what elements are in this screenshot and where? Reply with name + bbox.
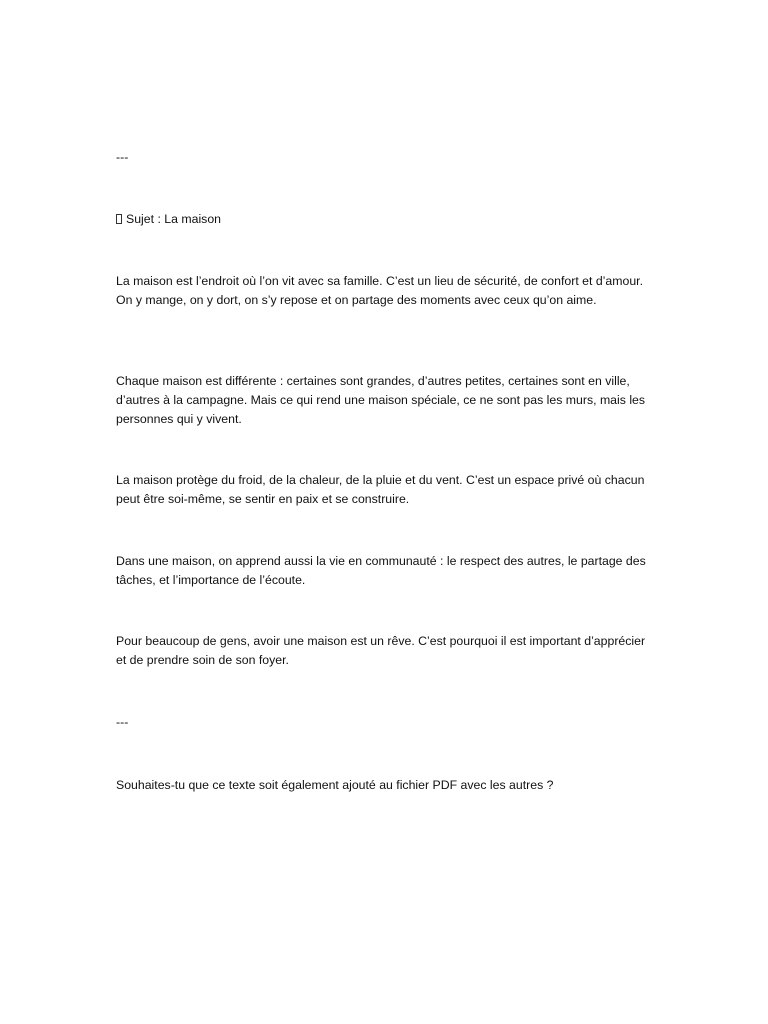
- missing-glyph-icon: [116, 214, 122, 224]
- paragraph-4: Dans une maison, on apprend aussi la vie en communauté : le respect des autres, le partage des tâches, et l’importance de l’écoute.: [116, 554, 646, 587]
- paragraph-5: Pour beaucoup de gens, avoir une maison est un rêve. C’est pourquoi il est important d’apprécier et de prendre soin de son foyer.: [116, 634, 646, 667]
- paragraph-1: La maison est l’endroit où l’on vit avec sa famille. C’est un lieu de sécurité, de confort et d’amour. On y mange, on y dort, on s’y repose et on partage des moments avec ceux qu’on aime.: [116, 274, 643, 307]
- subject-text: Sujet : La maison: [126, 212, 222, 226]
- paragraph-2: Chaque maison est différente : certaines sont grandes, d’autres petites, certaines sont en ville, d’autres à la campagne. Mais ce qui rend une maison spéciale, ce ne sont pas les murs, mais les personnes qui y vivent.: [116, 374, 646, 426]
- subject-heading: [116, 210, 652, 229]
- paragraph-3: La maison protège du froid, de la chaleur, de la pluie et du vent. C’est un espace privé où chacun peut être soi-même, se sentir en paix et se construire.: [116, 473, 645, 506]
- closing-question: Souhaites-tu que ce texte soit également ajouté au fichier PDF avec les autres ?: [116, 778, 554, 792]
- separator-top: ---: [116, 150, 129, 164]
- separator-bottom: ---: [116, 715, 129, 729]
